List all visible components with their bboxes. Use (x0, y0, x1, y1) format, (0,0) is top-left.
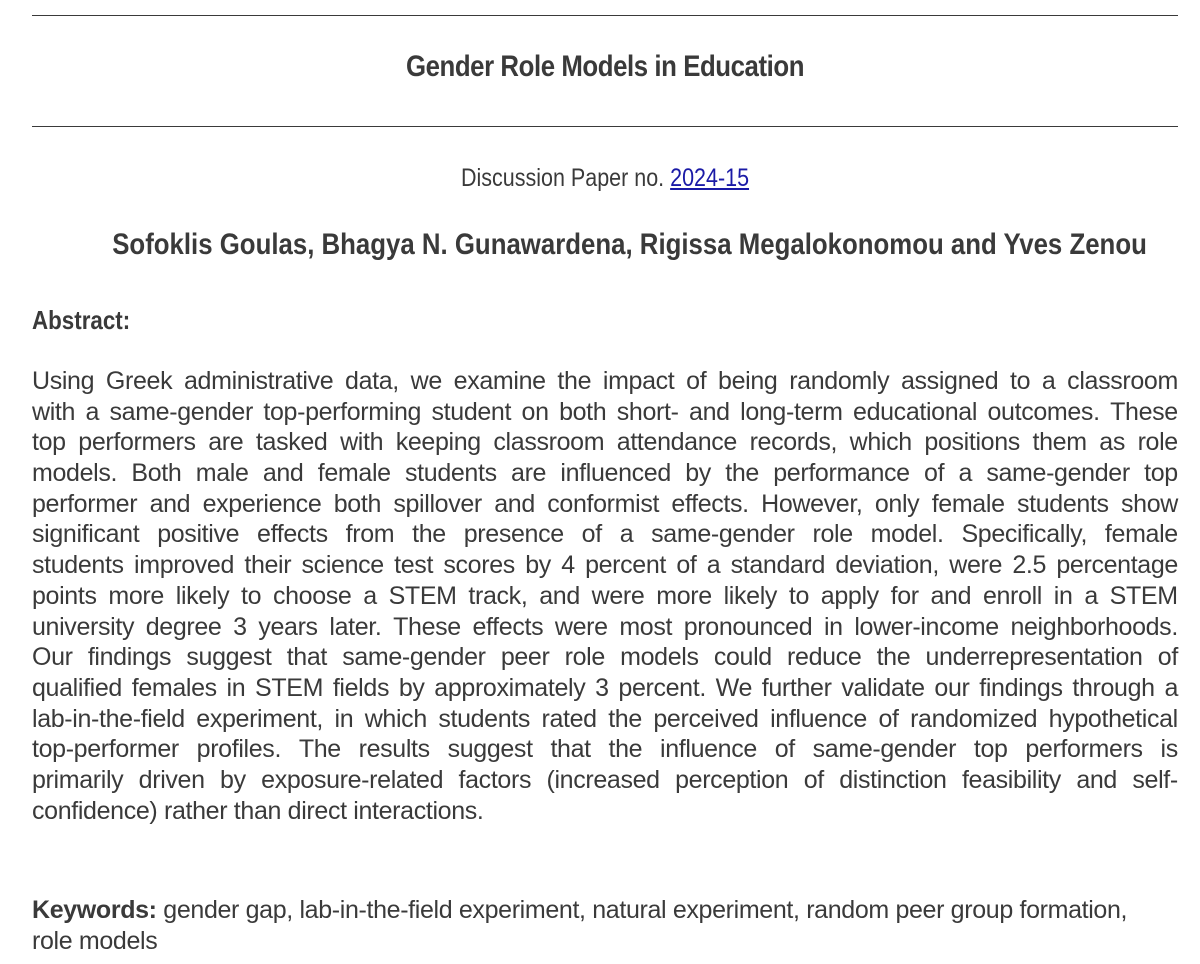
abstract-word: and (262, 459, 304, 488)
abstract-word: in (334, 704, 354, 733)
abstract-word: positions (924, 428, 1020, 457)
abstract-word: in (226, 673, 246, 702)
abstract-word: a (85, 397, 100, 426)
abstract-word: self- (1132, 765, 1178, 794)
abstract-word: most (619, 612, 673, 641)
abstract-line (32, 704, 1178, 735)
abstract-word: points (32, 581, 97, 610)
abstract-word: on (521, 397, 549, 426)
abstract-word: primarily (32, 765, 124, 794)
abstract-word: administrative (183, 367, 334, 395)
abstract-line (32, 458, 1178, 489)
abstract-word: of (581, 520, 602, 549)
abstract-word: rated (541, 704, 597, 733)
abstract-word: experience (202, 489, 322, 518)
abstract-word: degree (145, 612, 222, 641)
abstract-word: presence (463, 520, 564, 549)
abstract-word: a (706, 551, 721, 580)
abstract-word: likely (175, 581, 230, 610)
abstract-word: the (608, 735, 643, 764)
abstract-word: were (949, 551, 1003, 580)
abstract-word: years (258, 612, 318, 641)
abstract-word: assigned (900, 367, 999, 395)
abstract-word: as (1099, 428, 1125, 457)
abstract-line (32, 734, 1178, 765)
abstract-word: outcomes. (987, 397, 1100, 426)
abstract-word: choose (272, 581, 352, 610)
abstract-word: of (686, 367, 707, 395)
abstract-word: hypothetical (1048, 704, 1178, 733)
abstract-word: findings (979, 673, 1063, 702)
abstract-word: and (1076, 765, 1117, 794)
abstract-word: scores (443, 551, 515, 580)
title-divider (32, 126, 1178, 127)
abstract-word: through (1072, 673, 1155, 702)
keywords-label: Keywords: (32, 896, 157, 924)
abstract-word: reduce (787, 643, 862, 672)
abstract-word: keeping (395, 428, 481, 457)
abstract-word: more (656, 581, 712, 610)
abstract-word: model. (870, 520, 944, 549)
paper-number-link[interactable]: 2024-15 (670, 164, 750, 192)
abstract-word: the (725, 459, 759, 488)
abstract-word: approximately (434, 673, 586, 702)
abstract-word: is (1160, 735, 1178, 764)
abstract-word: science (301, 551, 384, 580)
abstract-word: lab-in-the-field (32, 704, 185, 733)
abstract-line (32, 519, 1178, 550)
abstract-word: the (412, 520, 446, 549)
abstract-word: are (208, 428, 244, 457)
abstract-word: significant (32, 520, 140, 549)
abstract-word: with (340, 428, 384, 457)
abstract-word: in (1053, 581, 1073, 610)
abstract-word: randomized (910, 704, 1038, 733)
abstract-word: same-gender (986, 459, 1130, 488)
abstract-word: qualified (32, 673, 122, 702)
abstract-word: the (876, 643, 911, 672)
abstract-word: for (890, 581, 919, 610)
abstract-word: spillover (393, 489, 482, 518)
abstract-word: performance (773, 459, 910, 488)
discussion-paper-number (112, 164, 1098, 193)
abstract-word: to (1009, 367, 1031, 395)
abstract-word: a (1041, 367, 1056, 395)
abstract-word: that (286, 643, 327, 672)
paper-number-prefix: Discussion Paper no. (460, 164, 665, 192)
abstract-word: test (394, 551, 434, 580)
abstract-word: standard (730, 551, 826, 580)
abstract-word: a (619, 520, 634, 549)
abstract-word: their (244, 551, 292, 580)
abstract-word: by (398, 673, 425, 702)
abstract-word: same-gender (342, 643, 486, 672)
abstract-word: short- (616, 397, 679, 426)
abstract-word: effects (257, 520, 328, 549)
abstract-word: and (494, 489, 535, 518)
abstract-line (32, 673, 1178, 704)
abstract-word: attendance (616, 428, 737, 457)
abstract-word: effects. (671, 489, 749, 518)
abstract-word: with (32, 397, 76, 426)
abstract-word: These (393, 612, 461, 641)
abstract-word: influenced (560, 459, 671, 488)
abstract-word: Greek (105, 367, 173, 395)
abstract-word: and (689, 397, 730, 426)
abstract-word: conformist (547, 489, 660, 518)
abstract-word: students (1016, 489, 1109, 518)
abstract-word: percent. (618, 673, 706, 702)
paper-title: Gender Role Models in Education (405, 50, 805, 83)
abstract-word: STEM (388, 581, 457, 610)
abstract-word: randomly (789, 367, 890, 395)
abstract-word: and (930, 581, 972, 610)
authors: Sofoklis Goulas, Bhagya N. Gunawardena, Rigissa Megalokonomou and Yves Zenou (112, 228, 1147, 261)
abstract-word: same-gender (812, 735, 957, 764)
abstract-word: influence (770, 704, 867, 733)
abstract-word: of (878, 704, 899, 733)
abstract-word: role (1137, 428, 1178, 457)
abstract-word: same-gender (651, 520, 795, 549)
abstract-word: which (849, 428, 912, 457)
abstract-word: impact (602, 367, 675, 395)
abstract-word: from (345, 520, 395, 549)
abstract-word: same-gender (109, 397, 253, 426)
abstract-word: validate (841, 673, 925, 702)
abstract-word: These (1110, 397, 1178, 426)
abstract-word: our (934, 673, 970, 702)
top-divider (32, 15, 1178, 16)
abstract-word: female (1104, 520, 1178, 549)
abstract-word: a (1084, 581, 1098, 610)
abstract-word: percentage (1056, 551, 1178, 580)
abstract-word: data, (345, 367, 399, 395)
abstract-word: perceived (653, 704, 759, 733)
abstract-word: influence (660, 735, 757, 764)
abstract-word: by (220, 765, 246, 794)
abstract-word: a (363, 581, 377, 610)
abstract-word: factors (458, 765, 532, 794)
abstract-word: records, (749, 428, 838, 457)
abstract-word: classroom (493, 428, 605, 457)
abstract-word: female (931, 489, 1005, 518)
abstract-line (32, 397, 1178, 428)
abstract-word: positive (157, 520, 240, 549)
abstract-word: experiment, (196, 704, 324, 733)
abstract-word: of (924, 459, 945, 488)
abstract-word: models. (32, 459, 118, 488)
abstract-word: perception (675, 765, 789, 794)
abstract-word: of (676, 551, 697, 580)
abstract-word: performer (32, 489, 138, 518)
abstract-word: performers (1025, 735, 1143, 764)
abstract-word: male (195, 459, 249, 488)
abstract-word: of (803, 765, 824, 794)
abstract-word: distinction (839, 765, 947, 794)
abstract-word: and (149, 489, 191, 518)
abstract-word: were (554, 612, 608, 641)
keywords-section (32, 895, 1178, 956)
abstract-word: 3 (233, 612, 247, 641)
abstract-word: later. (329, 612, 382, 641)
abstract-word: both (559, 397, 607, 426)
abstract-word: classroom (1067, 367, 1178, 395)
abstract-word: performers (78, 428, 196, 457)
abstract-word: deviation, (835, 551, 939, 580)
abstract-body (32, 366, 1178, 826)
abstract-word: of (1157, 643, 1178, 672)
abstract-word: a (958, 459, 973, 488)
abstract-word: improved (134, 551, 235, 580)
abstract-word: further (761, 673, 832, 702)
abstract-word: educational (853, 397, 978, 426)
abstract-word: being (718, 367, 778, 395)
abstract-word: suggest (186, 643, 272, 672)
abstract-word: enroll (982, 581, 1042, 610)
abstract-word: we (410, 367, 442, 395)
abstract-word: The (298, 735, 341, 764)
abstract-word: and (539, 581, 580, 610)
abstract-word: neighborhoods. (1010, 612, 1178, 641)
abstract-word: which (364, 704, 427, 733)
abstract-word: females (131, 673, 217, 702)
abstract-word: a (1164, 673, 1178, 702)
abstract-word: long-term (740, 397, 843, 426)
abstract-word: both (333, 489, 381, 518)
abstract-word: models (620, 643, 699, 672)
abstract-word: top-performing (263, 397, 422, 426)
abstract-word: 4 (561, 551, 575, 580)
abstract-word: only (874, 489, 920, 518)
abstract-word: tasked (255, 428, 328, 457)
abstract-word: STEM (255, 673, 324, 702)
abstract-line: confidence) rather than direct interactions. (32, 796, 484, 825)
abstract-word: results (358, 735, 430, 764)
abstract-word: feasibility (961, 765, 1061, 794)
abstract-word: likely (723, 581, 778, 610)
abstract-word: student (431, 397, 512, 426)
abstract-word: driven (138, 765, 205, 794)
abstract-word: lower-income (854, 612, 999, 641)
keywords-list-line-1: gender gap, lab-in-the-field experiment, natural experiment, random peer group formation, (163, 896, 1128, 924)
abstract-word: pronounced (683, 612, 813, 641)
abstract-line (32, 765, 1178, 796)
abstract-word: 2.5 (1012, 551, 1047, 580)
abstract-word: underrepresentation (925, 643, 1143, 672)
keywords-list-line-2: role models (32, 926, 158, 955)
abstract-word: top (973, 735, 1008, 764)
abstract-word: them (1032, 428, 1087, 457)
abstract-word: students (32, 551, 124, 580)
abstract-word: are (511, 459, 547, 488)
abstract-word: students (405, 459, 497, 488)
abstract-line (32, 489, 1178, 520)
abstract-word: female (317, 459, 391, 488)
abstract-word: top (32, 428, 66, 457)
abstract-word: examine (453, 367, 546, 395)
abstract-word: in (823, 612, 843, 641)
abstract-word: were (591, 581, 645, 610)
abstract-word: role (564, 643, 605, 672)
abstract-word: by (685, 459, 711, 488)
abstract-word: fields (332, 673, 390, 702)
abstract-word: suggest (447, 735, 533, 764)
abstract-word: that (550, 735, 591, 764)
abstract-word: Our (32, 643, 73, 672)
abstract-word: However, (761, 489, 863, 518)
abstract-word: to (241, 581, 262, 610)
abstract-word: by (525, 551, 551, 580)
abstract-word: Both (131, 459, 182, 488)
abstract-word: of (774, 735, 795, 764)
abstract-line (32, 642, 1178, 673)
abstract-word: top-performer (32, 735, 179, 764)
abstract-word: university (32, 612, 135, 641)
abstract-word: findings (87, 643, 172, 672)
abstract-word: track, (468, 581, 528, 610)
abstract-word: profiles. (196, 735, 282, 764)
abstract-word: apply (820, 581, 879, 610)
abstract-word: students (438, 704, 531, 733)
abstract-line (32, 612, 1178, 643)
abstract-line (32, 550, 1178, 581)
abstract-word: could (713, 643, 772, 672)
abstract-word: Using (32, 367, 95, 395)
abstract-line (32, 366, 1178, 397)
abstract-line (32, 427, 1178, 458)
abstract-word: to (788, 581, 809, 610)
abstract-word: 3 (595, 673, 609, 702)
abstract-word: percent (585, 551, 667, 580)
abstract-word: top (1144, 459, 1178, 488)
abstract-word: peer (500, 643, 550, 672)
abstract-word: effects (472, 612, 544, 641)
abstract-word: the (557, 367, 592, 395)
abstract-word: (increased (546, 765, 660, 794)
paper-page (32, 0, 1178, 964)
abstract-word: We (715, 673, 753, 702)
abstract-word: STEM (1109, 581, 1178, 610)
abstract-word: Specifically, (961, 520, 1088, 549)
abstract-word: show (1121, 489, 1178, 518)
abstract-heading: Abstract: (32, 305, 131, 335)
abstract-word: the (608, 704, 642, 733)
abstract-word: role (812, 520, 853, 549)
abstract-word: more (108, 581, 164, 610)
abstract-word: exposure-related (261, 765, 444, 794)
abstract-line (32, 581, 1178, 612)
